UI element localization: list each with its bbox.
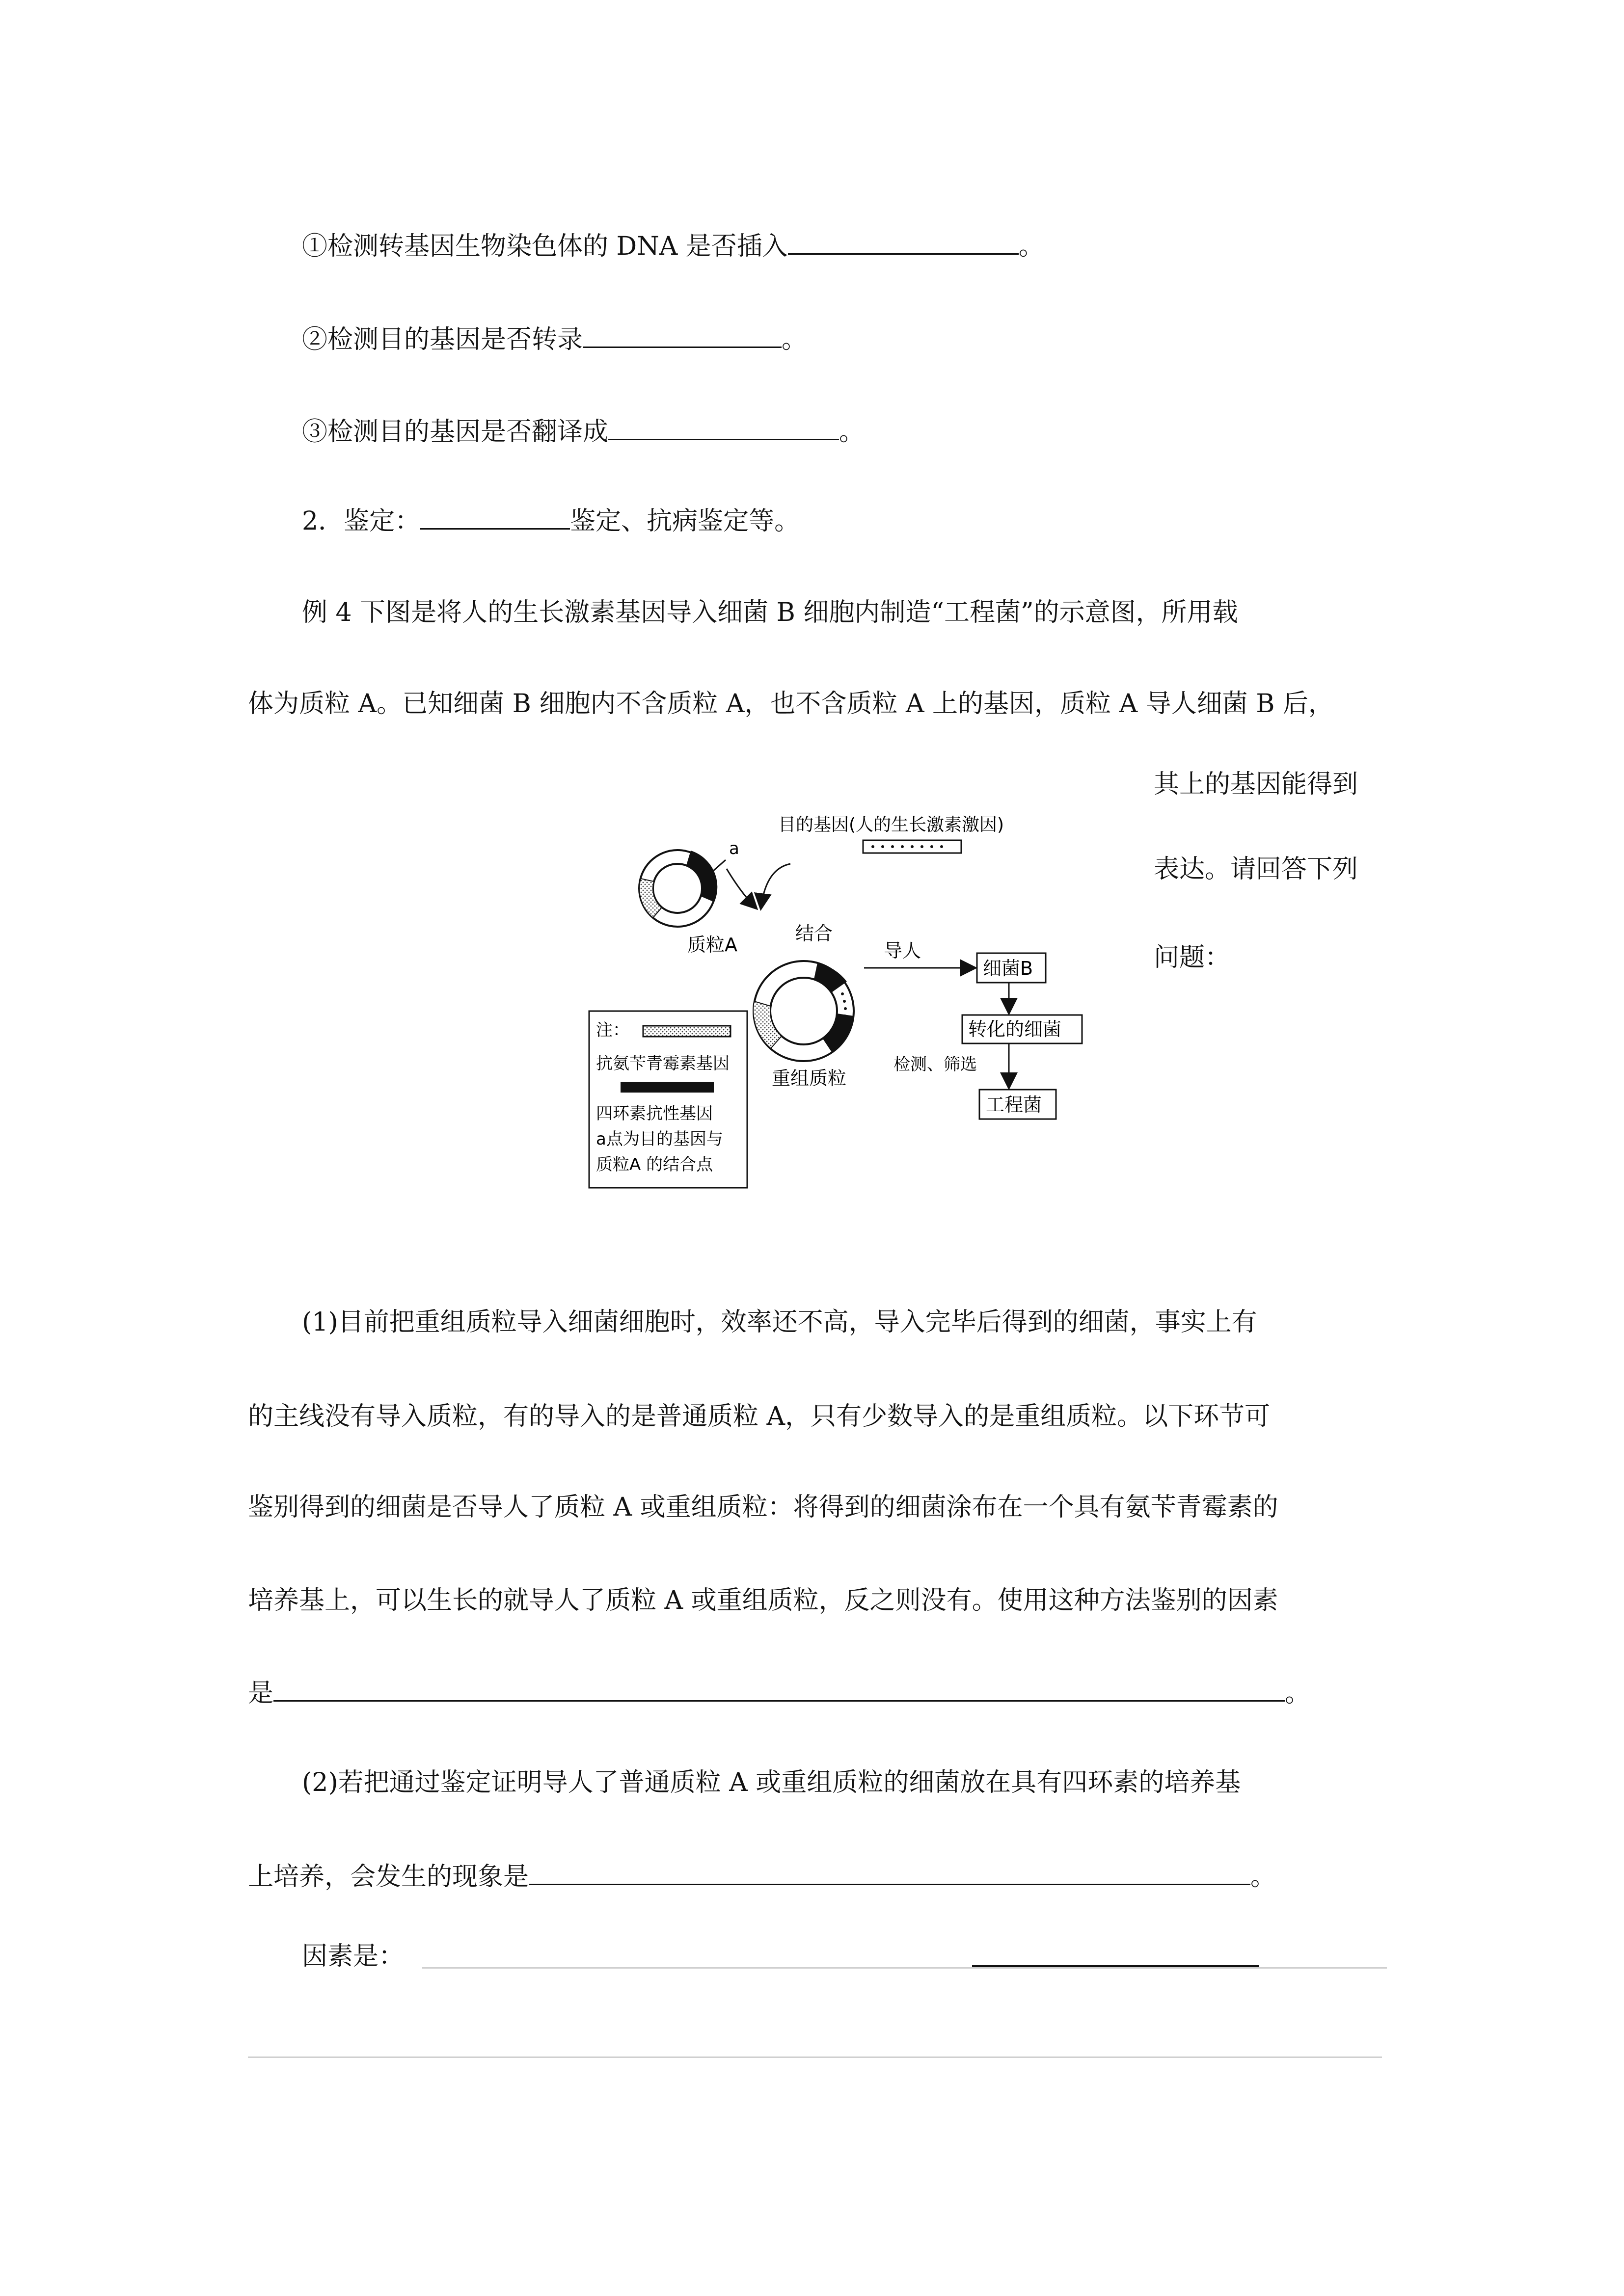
q1-line-1: (1)目前把重组质粒导入细菌细胞时，效率还不高，导入完毕后得到的细菌，事实上有: [302, 1308, 1257, 1337]
question-text: 上培养，会发生的现象是: [248, 1862, 529, 1892]
question-text: ①检测转基因生物染色体的 DNA 是否插入: [302, 232, 788, 261]
plasmid-a-label: 质粒A: [687, 934, 737, 956]
answer-blank[interactable]: [788, 231, 1019, 255]
period: 。: [839, 417, 865, 447]
legend-black-bar: [621, 1082, 714, 1093]
question-text: ③检测目的基因是否翻译成: [302, 417, 609, 447]
answer-blank[interactable]: [420, 506, 570, 530]
period: 。: [1018, 232, 1044, 261]
question-text: 2．鉴定：: [302, 507, 421, 536]
question-line-1: [302, 231, 1044, 259]
legend-note: 注：: [596, 1020, 629, 1040]
side-text-2: 表达。请回答下列: [1154, 854, 1358, 884]
bacteria-b-label: 细菌B: [983, 958, 1033, 979]
q2-line-1: (2)若把通过鉴定证明导人了普通质粒 A 或重组质粒的细菌放在具有四环素的培养基: [302, 1768, 1241, 1797]
recombinant-label: 重组质粒: [772, 1068, 847, 1089]
factor-rule: [422, 1967, 1387, 1969]
target-gene-label: 目的基因(人的生长激素激因): [778, 815, 1004, 835]
legend-a-line2: 质粒A 的结合点: [596, 1155, 713, 1175]
q1-line-3: 鉴别得到的细菌是否导人了质粒 A 或重组质粒：将得到的细菌涂布在一个具有氨苄青霉素的: [248, 1493, 1278, 1522]
period: 。: [782, 325, 808, 354]
question-text: ②检测目的基因是否转录: [302, 325, 583, 354]
question-line-3: [302, 416, 865, 445]
question-text: 是: [248, 1679, 274, 1708]
q1-line-2: 的主线没有导入质粒，有的导入的是普通质粒 A，只有少数导入的是重组质粒。以下环节可: [248, 1402, 1271, 1431]
transformed-label: 转化的细菌: [968, 1018, 1062, 1040]
import-label: 导人: [884, 940, 921, 961]
answer-blank[interactable]: [583, 324, 782, 348]
question-line-2: [302, 324, 807, 352]
q2-answer-line: [248, 1861, 1276, 1890]
question-text: 因素是：: [302, 1942, 405, 1971]
legend-a-line1: a点为目的基因与: [596, 1129, 723, 1149]
side-text-3: 问题：: [1154, 943, 1231, 972]
factor-line: [302, 1944, 404, 1969]
period: 。: [1250, 1862, 1276, 1892]
period: 。: [1285, 1679, 1311, 1708]
bottom-divider: [248, 2056, 1382, 2058]
legend-tet: 四环素抗性基因: [596, 1104, 713, 1123]
legend-amp: 抗氨苄青霉素基因: [596, 1054, 730, 1073]
q1-answer-line: [248, 1678, 1310, 1706]
question-text: 鉴定、抗病鉴定等。: [570, 507, 800, 536]
engineered-label: 工程菌: [986, 1094, 1042, 1116]
plasmid-a: [639, 850, 726, 927]
answer-blank[interactable]: [608, 416, 839, 440]
example-line-2: 体为质粒 A。已知细菌 B 细胞内不含质粒 A，也不含质粒 A 上的基因，质粒 A 导人细菌 B 后，: [248, 689, 1334, 719]
detect-label: 检测、筛选: [893, 1055, 977, 1074]
plasmid-diagram: [579, 795, 1110, 1198]
label-a: a: [729, 839, 739, 858]
q1-line-4: 培养基上，可以生长的就导人了质粒 A 或重组质粒，反之则没有。使用这种方法鉴别的因素: [248, 1586, 1278, 1615]
recombinant-plasmid: [753, 961, 854, 1061]
side-text-1: 其上的基因能得到: [1154, 770, 1358, 799]
combine-label: 结合: [795, 923, 833, 944]
legend-dotted-bar: [643, 1026, 731, 1037]
answer-blank[interactable]: [529, 1861, 1250, 1885]
question-line-4: [302, 506, 800, 534]
answer-blank[interactable]: [273, 1678, 1285, 1702]
legend-box: [589, 1011, 747, 1188]
factor-answer-blank[interactable]: [972, 1965, 1259, 1967]
example-line-1: 例 4 下图是将人的生长激素基因导入细菌 B 细胞内制造“工程菌”的示意图，所用载: [302, 598, 1238, 627]
